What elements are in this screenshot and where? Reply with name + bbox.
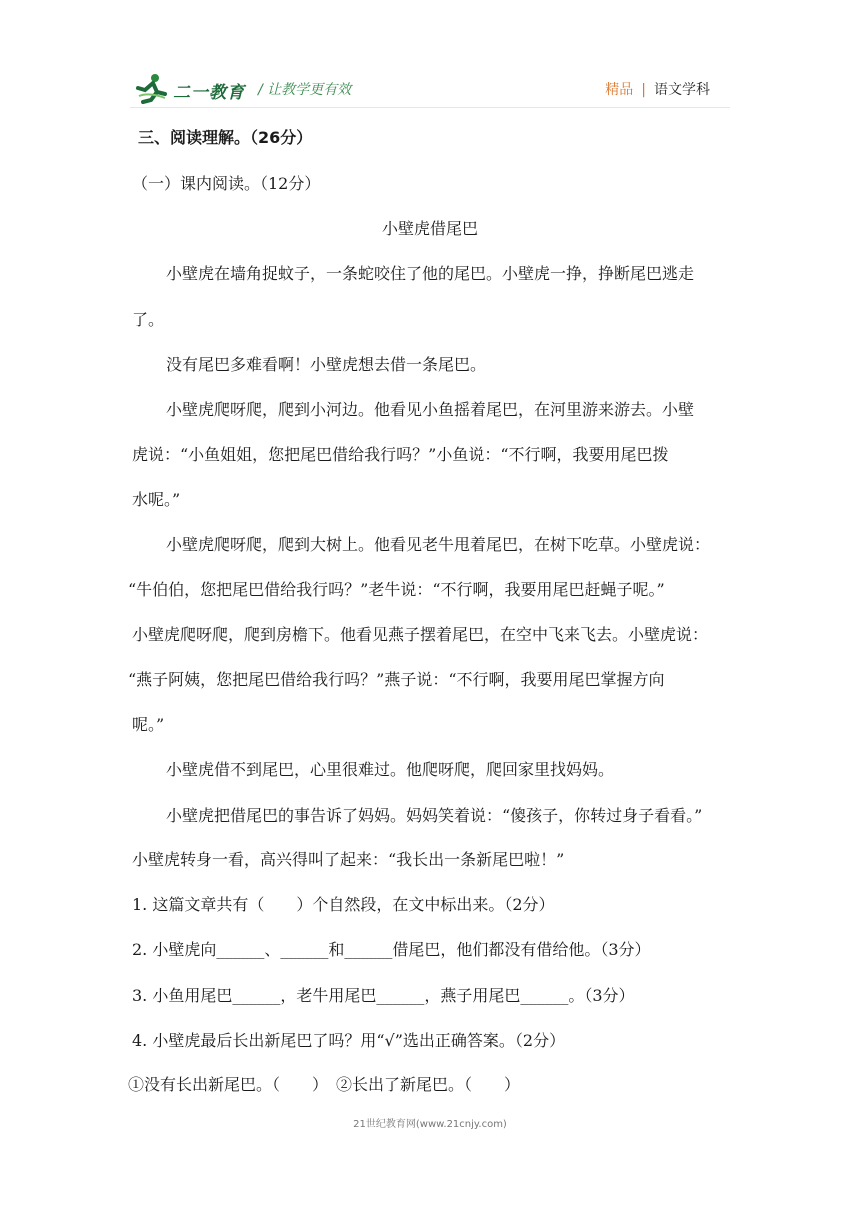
question-1: 1. 这篇文章共有（ ）个自然段，在文中标出来。（2分）: [132, 895, 555, 914]
question-2: 2. 小壁虎向______、______和______借尾巴，他们都没有借给他。（3分）: [132, 940, 651, 959]
section-title: 三、阅读理解。（26分）: [138, 128, 313, 147]
question-3: 3. 小鱼用尾巴______，老牛用尾巴______，燕子用尾巴______。（3分）: [132, 986, 635, 1005]
passage-line: 虎说：“小鱼姐姐，您把尾巴借给我行吗？”小鱼说：“不行啊，我要用尾巴拨: [132, 445, 669, 464]
tag-subject: 语文学科: [654, 82, 710, 98]
page-footer: 21世纪教育网(www.21cnjy.com): [353, 1119, 507, 1130]
passage-line: “牛伯伯，您把尾巴借给我行吗？”老牛说：“不行啊，我要用尾巴赶蝇子呢。”: [128, 580, 665, 599]
passage-line: 了。: [132, 310, 165, 329]
tag-separator: |: [641, 82, 646, 98]
header-tags: [605, 79, 710, 99]
question-4: 4. 小壁虎最后长出新尾巴了吗？用“√”选出正确答案。（2分）: [132, 1031, 566, 1050]
question-4-options: ①没有长出新尾巴。（ ） ②长出了新尾巴。（ ）: [128, 1075, 521, 1094]
page-header: [130, 70, 730, 110]
slogan: / 让教学更有效: [258, 82, 352, 98]
tag-premium: 精品: [605, 82, 634, 98]
passage-line: 小壁虎爬呀爬，爬到小河边。他看见小鱼摇着尾巴，在河里游来游去。小壁: [166, 400, 695, 419]
header-divider: [130, 107, 730, 108]
passage-title: 小壁虎借尾巴: [381, 219, 478, 238]
passage-line: 没有尾巴多难看啊！小壁虎想去借一条尾巴。: [166, 355, 487, 374]
passage-line: 小壁虎借不到尾巴，心里很难过。他爬呀爬，爬回家里找妈妈。: [166, 760, 615, 779]
passage-line: 水呢。”: [132, 490, 181, 509]
runner-logo-icon: [135, 72, 171, 106]
passage-line: 小壁虎爬呀爬，爬到大树上。他看见老牛甩着尾巴，在树下吃草。小壁虎说：: [166, 535, 711, 554]
passage-line: 小壁虎转身一看，高兴得叫了起来：“我长出一条新尾巴啦！”: [132, 850, 565, 869]
logo: [135, 72, 245, 106]
logo-text: 二一教育: [173, 83, 245, 103]
passage-line: 呢。”: [132, 715, 165, 734]
passage-line: 小壁虎在墙角捉蚊子，一条蛇咬住了他的尾巴。小壁虎一挣，挣断尾巴逃走: [166, 264, 695, 283]
passage-line: 小壁虎爬呀爬，爬到房檐下。他看见燕子摆着尾巴，在空中飞来飞去。小壁虎说：: [132, 625, 709, 644]
part-title: （一）课内阅读。（12分）: [132, 174, 321, 193]
passage-line: “燕子阿姨，您把尾巴借给我行吗？”燕子说：“不行啊，我要用尾巴掌握方向: [128, 670, 665, 689]
passage-line: 小壁虎把借尾巴的事告诉了妈妈。妈妈笑着说：“傻孩子，你转过身子看看。”: [166, 806, 703, 825]
